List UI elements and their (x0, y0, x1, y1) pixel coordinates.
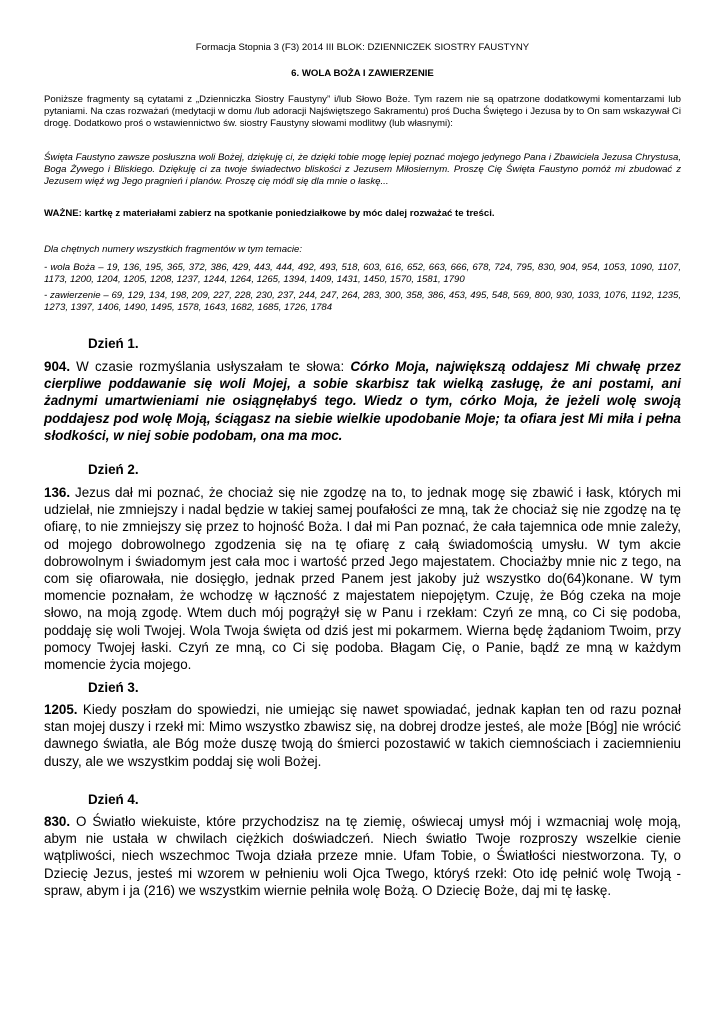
day-2-heading: Dzień 2. (88, 462, 139, 477)
fragment-number: 1205. (44, 702, 78, 717)
fragment-text: Jezus dał mi poznać, że chociaż się nie zgodzę na to, to jednak mogę się zbawić i łask, których mi udzielał, nie zmniejszy i nadal będzie w takiej samej poufałości ze mną, tak że chociaż się nie zgodzę na tę ofiarę, to nie zmniejszy się przez to hojność Boża. I dał mi Pan poznać, że cała tajemnica ode mnie zależy, od mojego dobrowolnego zgodzenia się na tę ofiarę z całą świadomością umysłu. W tym akcie dobrowolnym i świadomym jest cała moc i wartość przed Jego majestatem. Chociażby mnie nic z tego, na com się ofiarowała, nie dosięgło, jednak przed Panem jest jakoby już wszystko do(64)konane. W tym momencie poznałam, że wchodzę w łączność z majestatem niepojętym. Czuję, że Bóg czeka na moje słowo, na moją zgodę. Wtem duch mój pogrążył się w Panu i rzekłam: Czyń ze mną, co Ci się podoba, poddaję się woli Twojej. Wola Twoja święta od dziś jest mi pokarmem. Wierna będę żądaniom Twoim, przy pomocy Twojej łaski. Czyń ze mną, co Ci się podoba. Błagam Cię, o Panie, bądź ze mną w każdym momencie życia mojego. (44, 485, 681, 673)
section-title: 6. WOLA BOŻA I ZAWIERZENIE (291, 68, 434, 79)
day-2-fragment (44, 484, 681, 673)
day-1-heading: Dzień 1. (88, 336, 139, 351)
day-3-heading: Dzień 3. (88, 680, 139, 695)
day-4-heading: Dzień 4. (88, 792, 139, 807)
important-note: WAŻNE: kartkę z materiałami zabierz na spotkanie poniedziałkowe by móc dalej rozważać te treści. (44, 208, 495, 219)
fragment-text: W czasie rozmyślania usłyszałam te słowa: (70, 359, 351, 374)
day-4-fragment (44, 813, 681, 899)
intro-paragraph: Poniższe fragmenty są cytatami z „Dzienniczka Siostry Faustyny” i/lub Słowo Boże. Tym razem nie są opatrzone dodatkowymi komentarzami lub pytaniami. Na czas rozważań (medytacji w domu /lub adoracji Najświętszego Sakramentu) proś Ducha Świętego i Jezusa by to On sam wskazywał Ci drogę. Dodatkowo proś o wstawiennictwo św. siostry Faustyny słowami modlitwy (lub własnymi): (44, 94, 681, 129)
fragment-text: Kiedy poszłam do spowiedzi, nie umiejąc się nawet spowiadać, jednak kapłan ten od razu poznał stan mojej duszy i rzekł mi: Mimo wszystko zbawisz się, na dobrej drodze jesteś, ale może [Bóg] nie wrócić dawnego światła, ale Bóg może duszę twoją do śmierci pozostawić w takich ciemnościach i zaciemnieniu duszy, ale we wszystkim poddaj się woli Bożej. (44, 702, 681, 769)
day-3-fragment (44, 701, 681, 770)
numbers-zawierzenie: - zawierzenie – 69, 129, 134, 198, 209, 227, 228, 230, 237, 244, 247, 264, 283, 300, 358, 386, 453, 495, 548, 569, 800, 930, 1033, 1076, 1192, 1235, 1273, 1397, 1406, 1490, 1495, 1578, 1643, 1682, 1685, 1726, 1784 (44, 290, 681, 313)
fragment-quote: Córko Moja, największą oddajesz Mi chwałę przez cierpliwe poddawanie się woli Mojej, a sobie skarbisz tak wielką zasługę, że ani postami, ani żadnymi umartwieniami nie osiągnęłabyś tego. Wiedz o tym, córko Moja, że jeżeli wolę swoją poddajesz pod wolę Moją, ściągasz na siebie wielkie upodobanie Moje; ta ofiara jest Mi miła i pełna słodkości, w niej sobie podobam, ona ma moc. (44, 359, 681, 443)
numbers-heading: Dla chętnych numery wszystkich fragmentów w tym temacie: (44, 244, 303, 255)
prayer-paragraph: Święta Faustyno zawsze posłuszna woli Bożej, dziękuję ci, że dzięki tobie mogę lepiej poznać mojego jedynego Pana i Zbawiciela Jezusa Chrystusa, Boga Żywego i Bliskiego. Dziękuję ci za twoje świadectwo bliskości z Jezusem Miłosiernym. Proszę Cię Święta Faustyno pomóż mi zbudować z Jezusem więź wg Jego pragnień i planów. Proszę cię módl się dla mnie o łaskę... (44, 152, 681, 187)
fragment-number: 136. (44, 485, 71, 500)
document-header: Formacja Stopnia 3 (F3) 2014 III BLOK: DZIENNICZEK SIOSTRY FAUSTYNY (195, 42, 530, 53)
fragment-number: 830. (44, 814, 71, 829)
fragment-text: O Światło wiekuiste, które przychodzisz na tę ziemię, oświecaj umysł mój i wzmacniaj wolę moją, abym nie ustała w chwilach ciężkich doświadczeń. Niech światło Twoje rozproszy wszelkie cienie wątpliwości, niech wszechmoc Twoja działa przeze mnie. Ufam Tobie, o Światłości niestworzona. Ty, o Dziecię Jezus, jesteś mi wzorem w pełnieniu woli Ojca Twego, któryś rzekł: Oto idę pełnić wolę Twoją - spraw, abym i ja (216) we wszystkim wiernie pełniła wolę Bożą. O Dziecię Boże, daj mi tę łaskę. (44, 814, 681, 898)
fragment-number: 904. (44, 359, 71, 374)
numbers-wola: - wola Boża – 19, 136, 195, 365, 372, 386, 429, 443, 444, 492, 493, 518, 603, 616, 652, 663, 666, 678, 724, 795, 830, 904, 954, 1053, 1090, 1107, 1173, 1200, 1204, 1205, 1208, 1237, 1244, 1264, 1265, 1394, 1409, 1431, 1450, 1570, 1581, 1790 (44, 262, 681, 285)
day-1-fragment (44, 358, 681, 444)
